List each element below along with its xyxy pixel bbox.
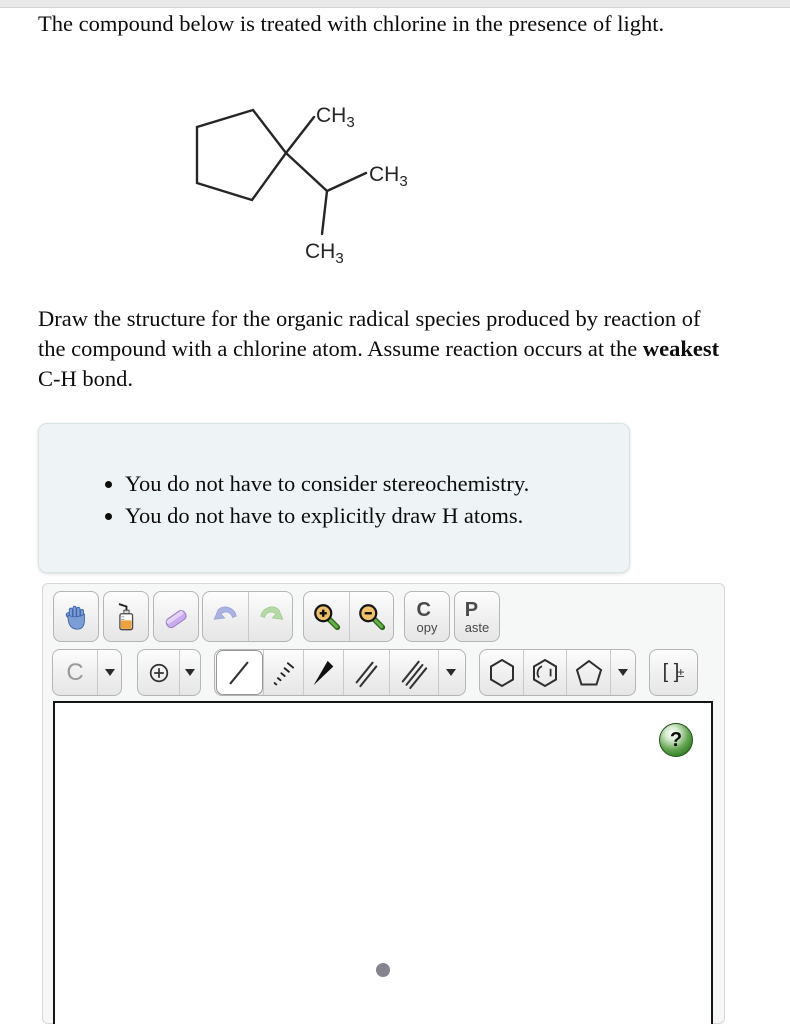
atom-select-group [52, 649, 122, 696]
ring-tools-group [479, 649, 636, 696]
bond-to-bottom-methyl [322, 191, 327, 234]
wedge-bond-icon [308, 656, 338, 690]
ring-dropdown-button[interactable] [610, 650, 635, 695]
single-bond-button[interactable] [216, 650, 263, 695]
bond-to-top-methyl [286, 117, 314, 153]
bracket-charge-button[interactable] [649, 649, 698, 696]
eraser-icon [161, 602, 191, 632]
paste-button[interactable] [454, 591, 500, 642]
instructions-note-box [38, 423, 630, 573]
prompt-text: Draw the structure for the organic radical species produced by reaction of the compound with a chlorine atom. Assume reaction occurs at the [38, 306, 701, 361]
dropdown-icon [105, 669, 115, 676]
question-prompt [38, 304, 732, 394]
dropdown-icon [446, 669, 456, 676]
structure-bonds [197, 110, 366, 234]
benzene-ring-button[interactable] [523, 650, 566, 695]
canvas-atom-dot[interactable] [376, 963, 390, 977]
single-bond-icon [224, 656, 254, 690]
prompt-text-end: C-H bond. [38, 366, 133, 391]
bracket-label: [ ] [662, 661, 680, 683]
charge-group [137, 649, 201, 696]
hexagon-ring-icon [486, 656, 518, 690]
dropdown-icon [185, 669, 195, 676]
pan-tool-button[interactable] [53, 591, 99, 642]
charge-dropdown-button[interactable] [179, 650, 200, 695]
bond-to-ch [286, 153, 327, 191]
wedge-bond-button[interactable] [303, 650, 343, 695]
question-mark-icon: ? [669, 728, 683, 751]
eraser-tool-button[interactable] [153, 591, 199, 642]
bracket-plusminus: ± [677, 665, 685, 680]
redo-arrow-icon [256, 602, 286, 632]
drawing-canvas[interactable] [53, 701, 713, 1024]
pentagon-ring-button[interactable] [566, 650, 610, 695]
double-bond-icon [351, 656, 381, 690]
triple-bond-icon [399, 656, 429, 690]
methyl-label-top: $CH_3$ [316, 104, 355, 131]
hashed-bond-icon [268, 656, 298, 690]
zoom-out-button[interactable] [349, 592, 393, 641]
atom-c-label: C [66, 658, 84, 686]
zoom-group [303, 591, 394, 642]
cyclopentane-ring [197, 110, 286, 200]
copy-label-top: C [416, 598, 431, 621]
bond-dropdown-button[interactable] [438, 650, 464, 695]
paste-label-bottom: aste [464, 619, 490, 635]
atom-dropdown-button[interactable] [97, 650, 121, 695]
chemistry-sketcher-panel [42, 583, 725, 1024]
copy-button[interactable] [404, 591, 450, 642]
undo-button[interactable] [203, 592, 248, 641]
double-bond-button[interactable] [343, 650, 389, 695]
help-button[interactable] [659, 723, 693, 757]
copy-label [417, 600, 438, 634]
circled-plus-icon [145, 659, 173, 687]
compound-structure [150, 88, 450, 278]
prompt-bold: weakest [642, 336, 720, 361]
wash-bottle-icon [111, 602, 141, 632]
hand-icon [61, 602, 91, 632]
undo-arrow-icon [211, 602, 241, 632]
methyl-label-right: $CH_3$ [369, 163, 408, 190]
copy-label-bottom: opy [416, 619, 438, 635]
zoom-out-icon [357, 602, 387, 632]
charge-plus-button[interactable] [138, 650, 179, 695]
browser-chrome-strip [0, 0, 790, 8]
bond-tools-group [214, 649, 466, 696]
question-intro: The compound below is treated with chlorine in the presence of light. [38, 11, 665, 36]
hexagon-ring-button[interactable] [480, 650, 523, 695]
redo-button[interactable] [248, 592, 292, 641]
instructions-list [39, 424, 629, 532]
dropdown-icon [618, 669, 628, 676]
clean-tool-button[interactable] [103, 591, 149, 642]
pentagon-ring-icon [573, 656, 605, 690]
zoom-in-button[interactable] [304, 592, 349, 641]
undo-redo-group [202, 591, 293, 642]
triple-bond-button[interactable] [389, 650, 438, 695]
zoom-in-icon [312, 602, 342, 632]
benzene-ring-icon [529, 656, 561, 690]
bond-to-right-methyl [327, 173, 366, 191]
paste-label-top: P [464, 598, 479, 621]
hashed-bond-button[interactable] [263, 650, 303, 695]
paste-label [465, 600, 490, 634]
note-item: • You do not have to consider stereochemistry. [125, 468, 619, 500]
atom-c-button[interactable] [53, 650, 97, 695]
note-item: • You do not have to explicitly draw H atoms. [125, 500, 619, 532]
methyl-label-bottom: $CH_3$ [305, 240, 344, 267]
